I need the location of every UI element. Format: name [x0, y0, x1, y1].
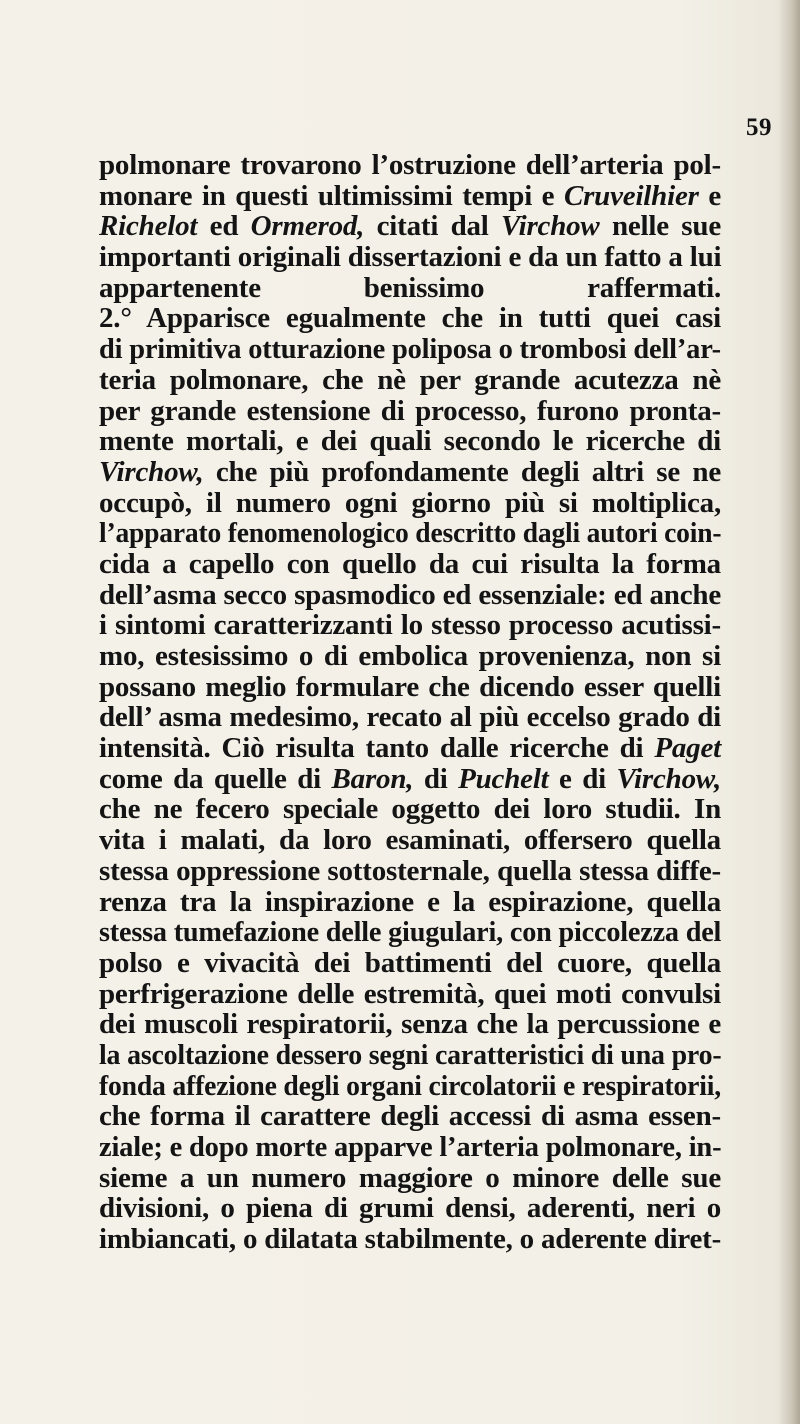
text-line: [99, 1193, 721, 1224]
text-line: [99, 1071, 721, 1102]
text-segment: occupò, il numero ogni giorno più si moltiplica,: [99, 486, 721, 519]
text-segment: mente mortali, e dei quali secondo le ricerche di: [99, 425, 721, 458]
text-segment: l’apparato fenomenologico descritto dagli autori coin-: [99, 517, 722, 550]
text-line: [99, 948, 721, 979]
text-segment: polso e vivacità dei battimenti del cuore, quella: [99, 946, 721, 979]
text-segment: vita i malati, da loro esaminati, offersero quella: [99, 824, 721, 857]
text-segment: che più profondamente degli altri se ne: [203, 455, 721, 488]
text-segment: importanti originali dissertazioni e da un fatto a lui: [99, 241, 722, 274]
body-text: [99, 150, 721, 1255]
text-segment: come da quelle di: [99, 762, 332, 795]
text-line: [99, 488, 721, 519]
text-segment: i sintomi caratterizzanti lo stesso processo acutissi-: [99, 609, 721, 642]
text-segment: divisioni, o piena di grumi densi, aderenti, neri o: [99, 1192, 721, 1225]
text-line: [99, 518, 721, 549]
page-edge-shadow: [778, 0, 800, 1424]
text-segment: monare in questi ultimissimi tempi e: [99, 179, 564, 212]
text-line: [99, 641, 721, 672]
text-line: [99, 672, 721, 703]
italic-name: Baron,: [331, 762, 414, 795]
text-line: [99, 610, 721, 641]
text-segment: perfrigerazione delle estremità, quei moti convulsi: [99, 977, 721, 1010]
text-line: [99, 181, 721, 212]
text-line: [99, 979, 721, 1010]
text-line: [99, 794, 721, 825]
text-segment: appartenente benissimo raffermati.: [99, 271, 721, 304]
text-line: [99, 917, 721, 948]
text-line: [99, 365, 721, 396]
text-segment: ed: [197, 210, 251, 243]
italic-name: Puchelt: [458, 762, 549, 795]
text-line: [99, 825, 721, 856]
text-segment: nelle sue: [599, 210, 721, 243]
text-segment: di primitiva otturazione poliposa o trombosi dell’ar-: [99, 333, 721, 366]
italic-name: Richelot: [99, 210, 198, 243]
text-segment: intensità. Ciò risulta tanto dalle ricerche di: [99, 732, 655, 765]
italic-name: Paget: [654, 732, 721, 765]
text-line: [99, 1224, 721, 1255]
text-line: [99, 396, 721, 427]
text-line: [99, 334, 721, 365]
text-segment: stessa oppressione sottosternale, quella stessa diffe-: [99, 854, 721, 887]
text-line: [99, 764, 721, 795]
text-segment: dei muscoli respiratorii, senza che la percussione e: [99, 1008, 721, 1041]
text-segment: e: [698, 179, 721, 212]
text-segment: fonda affezione degli organi circolatorii e respiratorii,: [99, 1069, 721, 1102]
text-line: [99, 1163, 721, 1194]
text-line: [99, 303, 721, 334]
text-segment: citati dal: [364, 210, 502, 243]
italic-name: Virchow,: [99, 455, 204, 488]
text-segment: dell’asma secco spasmodico ed essenziale: ed anche: [99, 578, 721, 611]
text-line: [99, 242, 721, 273]
page-number: 59: [746, 114, 772, 141]
text-segment: stessa tumefazione delle giugulari, con piccolezza del: [99, 916, 722, 949]
text-segment: di: [413, 762, 459, 795]
text-segment: che forma il carattere degli accessi di asma essen-: [99, 1100, 721, 1133]
text-segment: e di: [548, 762, 617, 795]
italic-name: Cruveilhier: [563, 179, 699, 212]
italic-name: Ormerod,: [250, 210, 365, 243]
text-segment: polmonare trovarono l’ostruzione dell’arteria pol-: [99, 149, 721, 181]
text-line: [99, 1101, 721, 1132]
text-line: [99, 457, 721, 488]
text-segment: renza tra la inspirazione e la espirazione, quella: [99, 885, 721, 918]
text-segment: teria polmonare, che nè per grande acutezza nè: [99, 363, 721, 396]
text-segment: che ne fecero speciale oggetto dei loro studii. In: [99, 793, 721, 826]
text-line: [99, 150, 721, 181]
text-line: [99, 273, 721, 304]
text-line: [99, 426, 721, 457]
text-line: [99, 1132, 721, 1163]
italic-name: Virchow: [501, 210, 600, 243]
text-segment: sieme a un numero maggiore o minore delle sue: [99, 1161, 721, 1194]
text-segment: ziale; e dopo morte apparve l’arteria polmonare, in-: [99, 1131, 722, 1163]
text-line: [99, 733, 721, 764]
text-segment: imbiancati, o dilatata stabilmente, o aderente diret-: [99, 1223, 722, 1256]
text-segment: 2.° Apparisce egualmente che in tutti quei casi: [99, 302, 721, 335]
italic-name: Virchow,: [616, 762, 722, 795]
text-segment: la ascoltazione dessero segni caratteristici di una pro-: [99, 1038, 722, 1071]
text-line: [99, 702, 721, 733]
text-line: [99, 1009, 721, 1040]
text-line: [99, 211, 721, 242]
text-line: [99, 580, 721, 611]
text-line: [99, 549, 721, 580]
text-line: [99, 856, 721, 887]
text-line: [99, 887, 721, 918]
text-segment: cida a capello con quello da cui risulta la forma: [99, 547, 721, 580]
text-segment: mo, estesissimo o di embolica provenienza, non si: [99, 640, 721, 672]
text-line: [99, 1040, 721, 1071]
text-segment: dell’ asma medesimo, recato al più eccelso grado di: [99, 701, 721, 734]
text-segment: possano meglio formulare che dicendo esser quelli: [99, 670, 721, 703]
text-segment: per grande estensione di processo, furono pronta-: [99, 394, 721, 427]
